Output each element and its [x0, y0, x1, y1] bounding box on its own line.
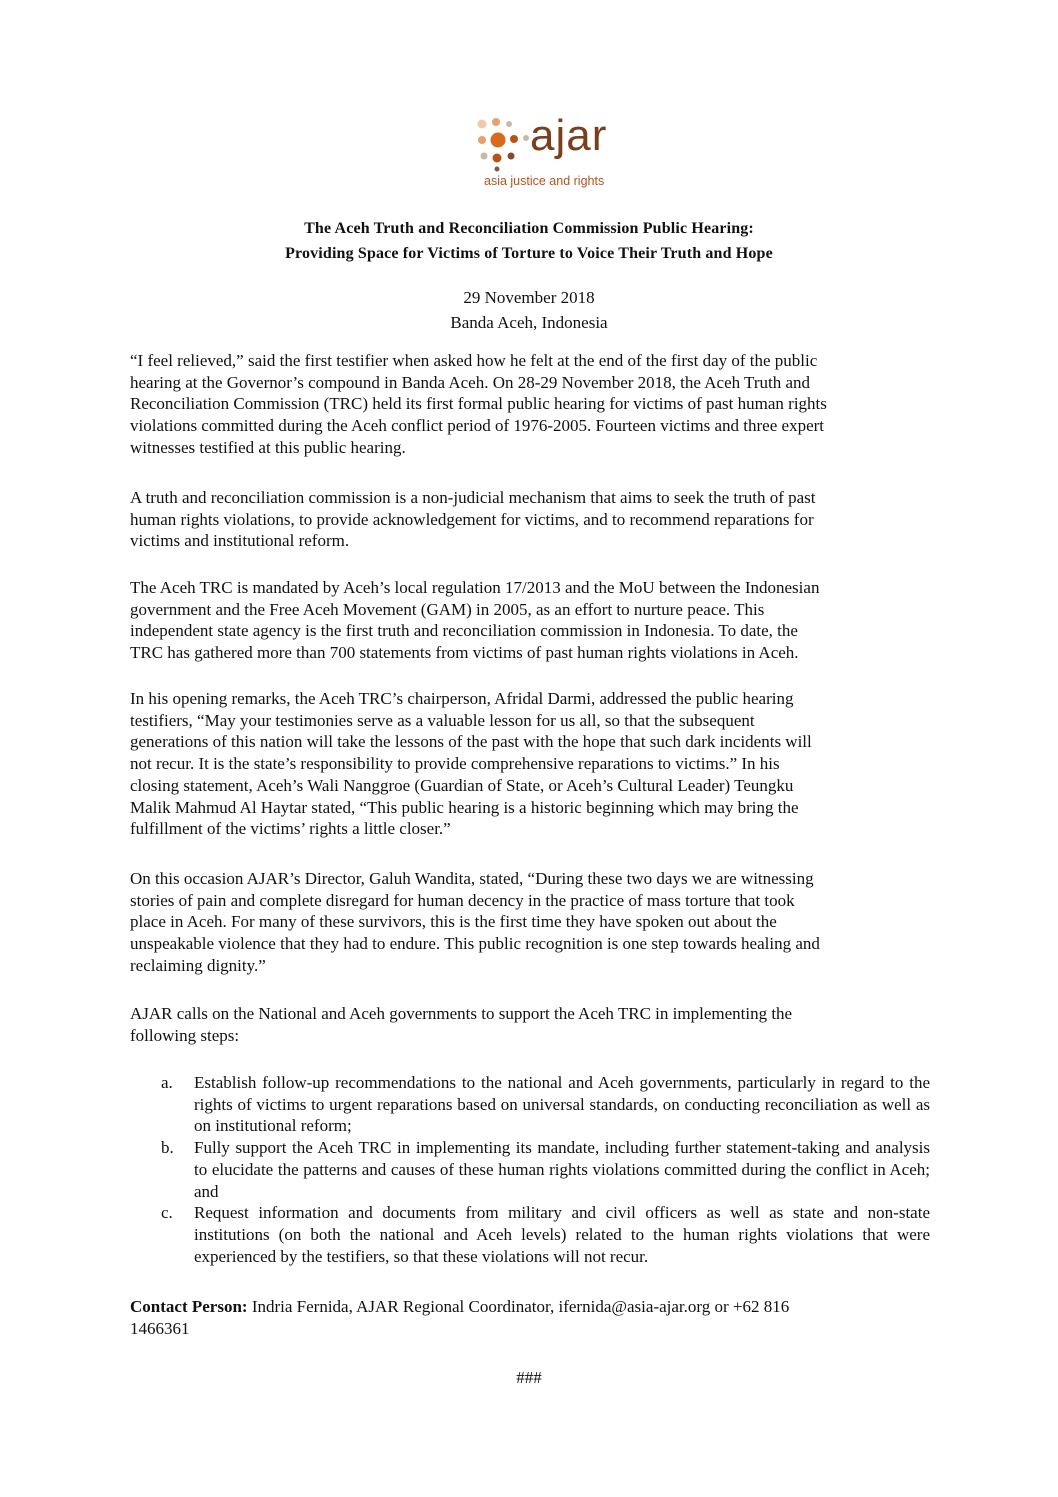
paragraph-line: reclaiming dignity.”	[130, 955, 266, 975]
list-item-text: Request information and documents from military and civil officers as well as state and non-state institutions (on both the national and Aceh levels) related to the human rights violations that were experienced by the testifiers, so that these violations will not recur.	[194, 1203, 930, 1266]
contact-block	[130, 1296, 910, 1339]
end-mark: ###	[516, 1368, 542, 1387]
date: 29 November 2018	[463, 288, 595, 307]
paragraph-line: hearing at the Governor’s compound in Banda Aceh. On 28-29 November 2018, the Aceh Truth and	[130, 372, 811, 392]
paragraph-line: “I feel relieved,” said the first testifier when asked how he felt at the end of the first day of the public	[130, 351, 818, 370]
paragraph-line: witnesses testified at this public hearing.	[130, 437, 406, 457]
paragraph-6	[130, 1003, 926, 1046]
paragraph-line: AJAR calls on the National and Aceh governments to support the Aceh TRC in implementing the	[130, 1004, 793, 1023]
list-marker: a.	[161, 1073, 173, 1092]
paragraph-line: Malik Mahmud Al Haytar stated, “This public hearing is a historic beginning which may bring the	[130, 797, 799, 817]
paragraph-line: Reconciliation Commission (TRC) held its first formal public hearing for victims of past human rights	[130, 394, 827, 414]
steps-list	[130, 1072, 930, 1267]
paragraph-5	[130, 868, 926, 977]
contact-label: Contact Person:	[130, 1297, 248, 1316]
paragraph-line: government and the Free Aceh Movement (GAM) in 2005, as an effort to nurture peace. This	[130, 599, 765, 619]
list-item	[130, 1072, 930, 1137]
paragraph-1	[130, 350, 926, 459]
paragraph-line: unspeakable violence that they had to endure. This public recognition is one step towards healing and	[130, 934, 820, 954]
paragraph-line: violations committed during the Aceh conflict period of 1976-2005. Fourteen victims and three expert	[130, 416, 824, 436]
contact-line-1: Indria Fernida, AJAR Regional Coordinator, ifernida@asia-ajar.org or +62 816	[251, 1297, 790, 1316]
paragraph-line: human rights violations, to provide acknowledgement for victims, and to recommend reparations for	[130, 509, 814, 529]
document-title	[130, 216, 928, 266]
logo-tagline: asia justice and rights	[484, 174, 605, 188]
list-item	[130, 1202, 930, 1267]
paragraph-line: testifiers, “May your testimonies serve as a valuable lesson for us all, so that the subsequent	[130, 710, 755, 730]
place: Banda Aceh, Indonesia	[450, 313, 608, 332]
ajar-logo	[474, 112, 614, 192]
paragraph-4	[130, 688, 926, 840]
paragraph-line: independent state agency is the first truth and reconciliation commission in Indonesia. To date, the	[130, 621, 798, 641]
list-marker: c.	[161, 1203, 173, 1223]
paragraph-line: The Aceh TRC is mandated by Aceh’s local regulation 17/2013 and the MoU between the Indonesian	[130, 578, 820, 597]
paragraph-line: stories of pain and complete disregard for human decency in the practice of mass torture that took	[130, 890, 795, 910]
paragraph-line: closing statement, Aceh’s Wali Nanggroe (Guardian of State, or Aceh’s Cultural Leader) Teungku	[130, 775, 794, 795]
paragraph-line: victims and institutional reform.	[130, 531, 350, 551]
list-item-text: Fully support the Aceh TRC in implementing its mandate, including further statement-taking and analysis to elucidate the patterns and causes of these human rights violations committed during the conflict in Aceh; and	[194, 1138, 930, 1201]
paragraph-line: not recur. It is the state’s responsibility to provide comprehensive reparations to victims.” In his	[130, 754, 780, 774]
dots-logo-icon	[474, 116, 534, 172]
paragraph-line: place in Aceh. For many of these survivors, this is the first time they have spoken out about the	[130, 912, 777, 932]
dateline	[130, 285, 928, 335]
paragraph-line: A truth and reconciliation commission is a non-judicial mechanism that aims to seek the truth of past	[130, 488, 816, 507]
paragraph-line: On this occasion AJAR’s Director, Galuh Wandita, stated, “During these two days we are witnessing	[130, 869, 814, 888]
paragraph-3	[130, 577, 926, 664]
paragraph-2	[130, 487, 926, 552]
paragraph-line: generations of this nation will take the lessons of the past with the hope that such dark incidents will	[130, 732, 812, 752]
paragraph-line: following steps:	[130, 1025, 240, 1045]
contact-line-2: 1466361	[130, 1318, 190, 1338]
list-item-text: Establish follow-up recommendations to the national and Aceh governments, particularly in regard to the rights of victims to urgent reparations based on universal standards, on conducting reconciliation as well as on institutional reform;	[194, 1073, 930, 1136]
paragraph-line: fulfillment of the victims’ rights a little closer.”	[130, 819, 451, 839]
logo-wordmark: ajar	[530, 111, 608, 160]
list-marker: b.	[161, 1138, 174, 1158]
paragraph-line: In his opening remarks, the Aceh TRC’s chairperson, Afridal Darmi, addressed the public hearing	[130, 689, 794, 708]
title-line-2: Providing Space for Victims of Torture to Voice Their Truth and Hope	[285, 245, 773, 262]
title-line-1: The Aceh Truth and Reconciliation Commission Public Hearing:	[304, 220, 754, 237]
list-item	[130, 1137, 930, 1202]
paragraph-line: TRC has gathered more than 700 statements from victims of past human rights violations in Aceh.	[130, 643, 799, 663]
